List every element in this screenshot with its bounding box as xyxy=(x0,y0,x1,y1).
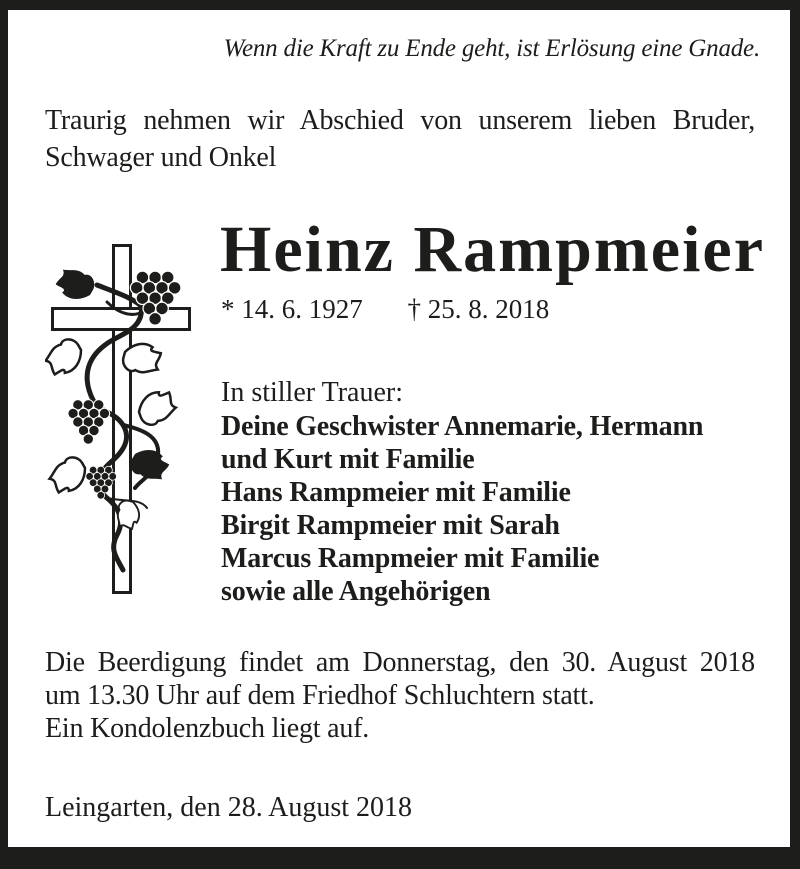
mourner-line: Deine Geschwister Annemarie, Hermann xyxy=(221,411,704,442)
mourner-line: und Kurt mit Familie xyxy=(221,444,475,475)
birth-date: * 14. 6. 1927 xyxy=(221,294,363,324)
mourning-label: In stiller Trauer: xyxy=(221,377,403,408)
deceased-name: Heinz Rampmeier xyxy=(220,213,766,286)
mourner-line: Marcus Rampmeier mit Familie xyxy=(221,543,600,574)
epigraph: Wenn die Kraft zu Ende geht, ist Erlösung eine Gnade. xyxy=(223,35,760,62)
mourners-list xyxy=(221,410,761,608)
funeral-line: Ein Kondolenzbuch liegt auf. xyxy=(45,713,370,744)
funeral-line: um 13.30 Uhr auf dem Friedhof Schluchtern statt. xyxy=(45,680,595,711)
intro-line: Traurig nehmen wir Abschied von unserem lieben Bruder, xyxy=(45,105,755,136)
mourner-line: Birgit Rampmeier mit Sarah xyxy=(221,510,560,541)
death-date: † 25. 8. 2018 xyxy=(407,294,550,324)
mourner-line: sowie alle Angehörigen xyxy=(221,576,491,607)
funeral-line: Die Beerdigung findet am Donnerstag, den 30. August 2018 xyxy=(45,647,755,678)
intro-line: Schwager und Onkel xyxy=(45,142,277,173)
cross-grapevine-illustration xyxy=(45,240,195,595)
city-and-date: Leingarten, den 28. August 2018 xyxy=(45,792,413,823)
mourner-line: Hans Rampmeier mit Familie xyxy=(221,477,571,508)
life-dates xyxy=(221,293,549,326)
intro-paragraph xyxy=(45,102,755,176)
funeral-details xyxy=(45,646,755,745)
